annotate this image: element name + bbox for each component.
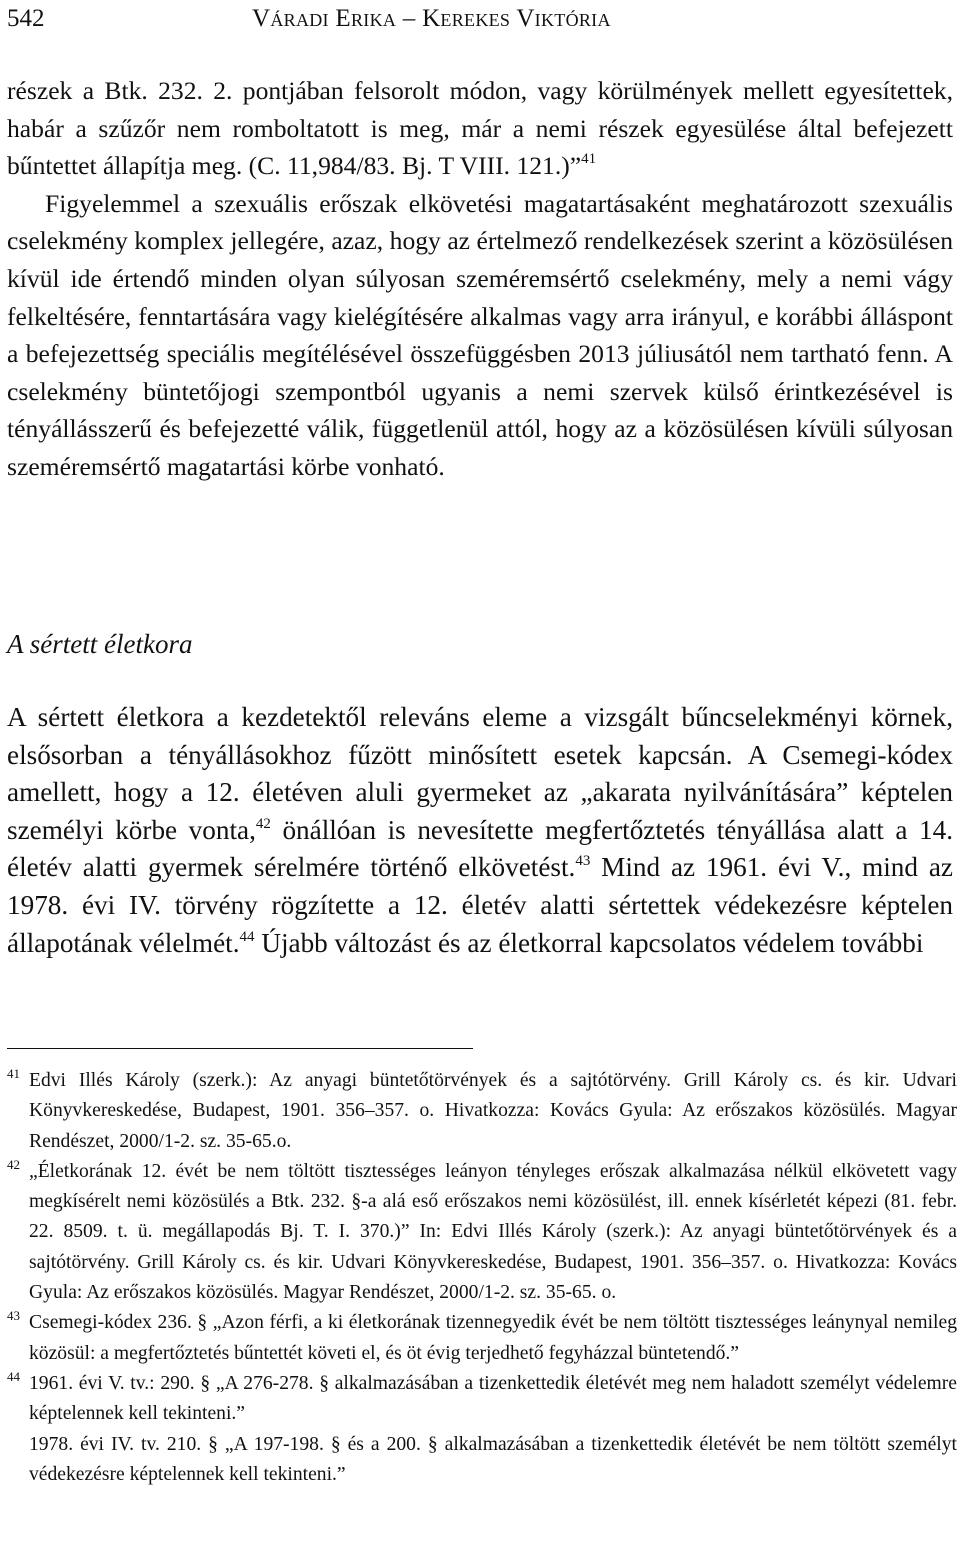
footnote-text: „Életkorának 12. évét be nem töltött tisztességes leányon tényleges erőszak alkalmazása nélkül elkövetett vagy megkísérelt nemi közösülés a Btk. 232. §-a alá eső erőszakos nemi közösülést, ill. ennek kísérletét képezi (81. febr. 22. 8509. t. ü. megállapodás Bj. T. I. 370.)” In: Edvi Illés Károly (szerk.): Az anyagi büntetőtörvények és a sajtótörvény. Grill Károly cs. és kir. Udvari Könyvkereskedése, Budapest, 1901. 356–357. o. Hivatkozza: Kovács Gyula: Az erőszakos közösülés. Magyar Rendészet, 2000/1-2. sz. 35-65. o. xyxy=(29,1160,957,1304)
footnotes xyxy=(7,1066,957,1490)
paragraph-text-4: Újabb változást és az életkorral kapcsolatos védelem további xyxy=(254,927,924,958)
page-header xyxy=(7,2,947,42)
footnote-text: Edvi Illés Károly (szerk.): Az anyagi büntetőtörvények és a sajtótörvény. Grill Károly cs. és kir. Udvari Könyvkereskedése, Budapest, 1901. 356–357. o. Hivatkozza: Kovács Gyula: Az erőszakos közösülés. Magyar Rendészet, 2000/1-2. sz. 35-65.o. xyxy=(29,1070,957,1152)
page-number: 542 xyxy=(7,5,45,32)
paragraph-text-1: A sértett életkora a kezdetektől releváns eleme a vizsgált bűncselekményi körnek, elsősorban a tényállásokhoz fűzött minősített esetek kapcsán. A Csemegi-kódex amellett, hogy a 12. életéven aluli gyermeket az „akarata nyilvánítására” képtelen személyi körbe vonta, xyxy=(7,702,953,845)
paragraph-indent xyxy=(7,189,45,218)
paragraph-continuation xyxy=(7,72,953,185)
footnote-text: 1961. évi V. tv.: 290. § „A 276-278. § alkalmazásában a tizenkettedik életévét meg nem haladott személyt védelemre képtelennek kell tekinteni.” xyxy=(29,1372,957,1425)
paragraph-text-3: Mind az 1961. évi V., mind az 1978. évi IV. törvény rögzítette a 12. életév alatti sértettek védekezésre képtelen állapotának vélelmét. xyxy=(7,852,953,958)
footnote-number: 43 xyxy=(7,1308,20,1324)
footnote-number: 42 xyxy=(7,1156,20,1172)
body-text-top xyxy=(7,72,953,486)
paragraph-victim-age xyxy=(7,699,953,962)
footnote-separator xyxy=(7,1048,473,1049)
footnote-41 xyxy=(7,1066,957,1157)
footnote-ref-42: 42 xyxy=(255,815,271,832)
paragraph-text-2: önállóan is nevesítette megfertőztetés tényállása alatt a 14. életév alatti gyermek sérelmére történő elkövetést. xyxy=(7,814,953,883)
footnote-text: Csemegi-kódex 236. § „Azon férfi, a ki életkorának tizennegyedik évét be nem töltött tisztességes leánynyal nemileg közösül: a megfertőztetés bűntettét követi el, és öt évig terjedhető fegyházzal büntetendő.” xyxy=(29,1312,957,1364)
footnote-ref-41: 41 xyxy=(581,151,597,168)
paragraph-analysis xyxy=(7,185,953,486)
footnote-number: 44 xyxy=(7,1368,20,1384)
footnote-ref-44: 44 xyxy=(239,928,255,945)
running-title: Váradi Erika – Kerekes Viktória xyxy=(252,5,611,32)
footnote-43 xyxy=(7,1308,957,1369)
footnote-ref-43: 43 xyxy=(575,853,591,870)
paragraph-text: részek a Btk. 232. 2. pontjában felsorolt módon, vagy körülmények mellett egyesítettek, habár a szűzőr nem romboltatott is meg, már a nemi részek egyesülése által befejezett bűntettet állapítja meg. (C. 11,984/83. Bj. T VIII. 121.)” xyxy=(7,76,953,181)
body-text-section xyxy=(7,699,953,962)
section-heading: A sértett életkora xyxy=(7,629,193,659)
paragraph-text: Figyelemmel a szexuális erőszak elkövetési magatartásaként meghatározott szexuális cselekmény komplex jellegére, azaz, hogy az értelmező rendelkezések szerint a közösülésen kívül ide értendő minden olyan súlyosan szeméremsértő cselekmény, mely a nemi vágy felkeltésére, fenntartására vagy kielégítésére alkalmas vagy arra irányul, e korábbi álláspont a befejezettség speciális megítélésével összefüggésben 2013 júliusától nem tartható fenn. A cselekmény büntetőjogi szempontból ugyanis a nemi szervek külső érintkezésével is tényállásszerű és befejezetté válik, függetlenül attól, hogy az a közösülésen kívüli súlyosan szeméremsértő magatartási körbe vonható. xyxy=(7,188,953,481)
footnote-42 xyxy=(7,1157,957,1308)
footnote-44-continued xyxy=(7,1430,957,1491)
footnote-number: 41 xyxy=(7,1066,20,1081)
footnote-text: 1978. évi IV. tv. 210. § „A 197-198. § és a 200. § alkalmazásában a tizenkettedik életévét be nem töltött személyt védekezésre képtelennek kell tekinteni.” xyxy=(29,1433,957,1485)
footnote-44 xyxy=(7,1369,957,1430)
